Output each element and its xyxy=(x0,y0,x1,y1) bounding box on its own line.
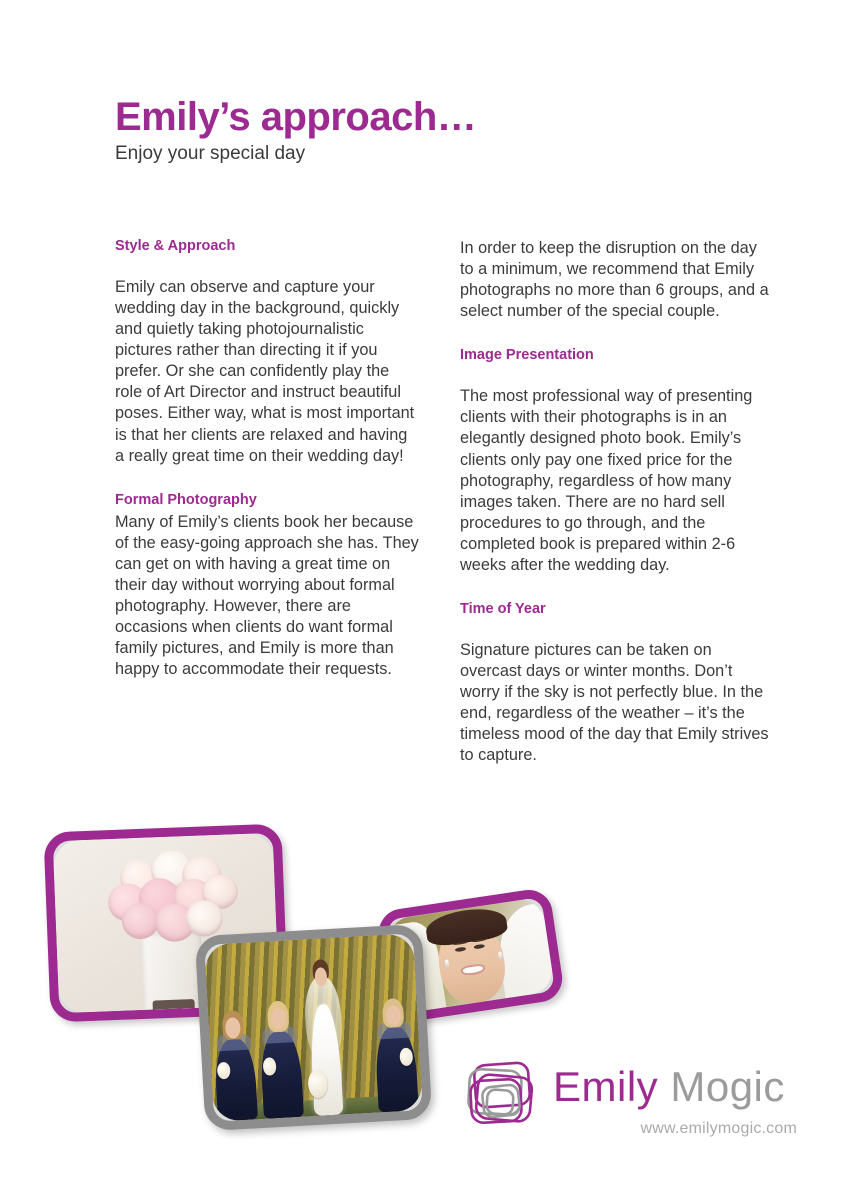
section-paragraph: The most professional way of presenting clients with their photographs is in an elegantly designed photo book. Emily’s clients only pay one fixed price for the photography, regardless of how many images taken. There are no hard sell procedures to go through, and the completed book is prepared within 2-6 weeks after the wedding day. xyxy=(460,387,753,574)
section-image-presentation xyxy=(460,347,770,576)
section-time-of-year xyxy=(460,601,770,766)
logo-word-mogic: Mogic xyxy=(670,1063,785,1110)
section-heading: Formal Photography xyxy=(115,491,257,508)
logo-word-emily: Emily xyxy=(553,1063,659,1110)
section-paragraph: Emily can observe and capture your wedding day in the background, quickly and quietly taking photojournalistic pictures rather than directing it if you prefer. Or she can confidently play the role of Art Director and instruct beautiful poses. Either way, what is most important is that her clients are relaxed and having a really great time on their wedding day! xyxy=(115,278,415,465)
logo-wordmark xyxy=(553,1063,785,1110)
photo-wedding-party-artwork xyxy=(204,933,423,1121)
section-heading: Time of Year xyxy=(460,600,546,617)
page-subtitle: Enjoy your special day xyxy=(115,143,306,164)
section-formal-photography xyxy=(115,492,420,681)
left-column xyxy=(115,238,420,680)
section-group-guidance xyxy=(460,238,770,322)
photo-frames-logo-icon xyxy=(463,1060,543,1138)
page-header xyxy=(115,96,735,165)
content-columns xyxy=(115,238,769,808)
section-paragraph: Signature pictures can be taken on overcast days or winter months. Don’t worry if the sky is not perfectly blue. In the end, regardless of the weather – it’s the timeless mood of the day that Emily strives to capture. xyxy=(460,640,769,765)
section-paragraph: Many of Emily’s clients book her because of the easy-going approach she has. They can get on with having a great time on their day without worrying about formal photography. However, there are occasions when clients do want formal family pictures, and Emily is more than happy to accommodate their requests. xyxy=(115,512,419,679)
section-heading: Image Presentation xyxy=(460,347,594,364)
photo-wedding-party xyxy=(195,924,433,1131)
page-title: Emily’s approach… xyxy=(115,95,477,139)
section-style-approach xyxy=(115,238,420,467)
website-url: www.emilymogic.com xyxy=(640,1120,797,1137)
section-paragraph: In order to keep the disruption on the day to a minimum, we recommend that Emily photographs no more than 6 groups, and a select number of the special couple. xyxy=(460,239,769,321)
right-column xyxy=(460,238,770,766)
section-heading: Style & Approach xyxy=(115,238,236,254)
brand-logo xyxy=(463,1058,803,1154)
